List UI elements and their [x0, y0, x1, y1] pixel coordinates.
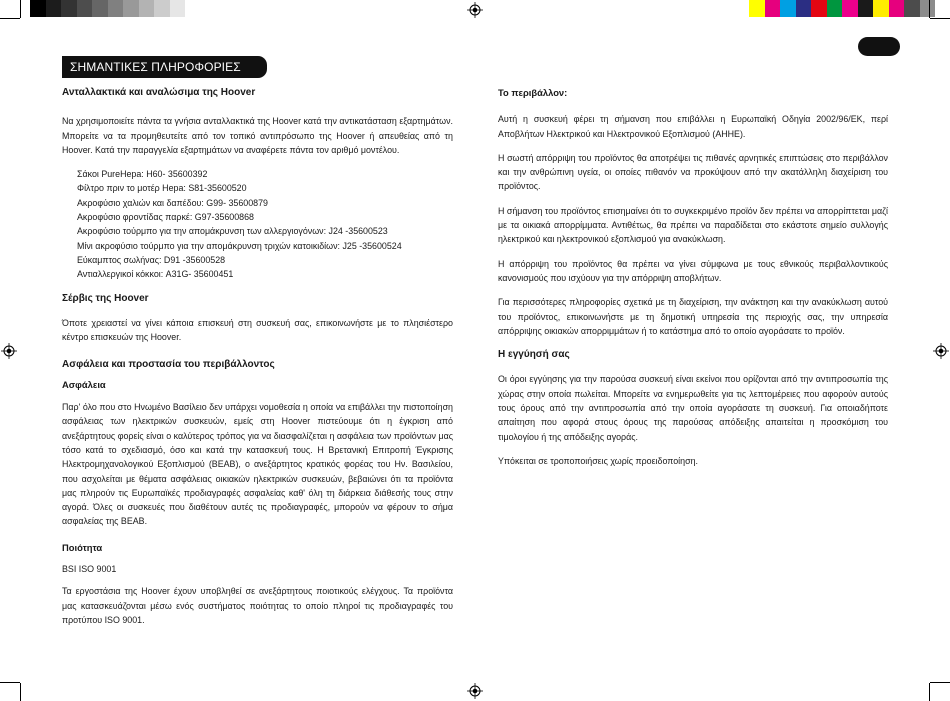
- guarantee-heading: Η εγγύησή σας: [498, 349, 570, 361]
- quality-text: Τα εργοστάσια της Hoover έχουν υποβληθεί σε ανεξάρτητους ποιοτικούς ελέγχους. Τα προϊόντα μας κατασκευάζονται μέσω ενός συστήματος ποιότητας το οποίο πληροί τις προδιαγραφές του προτύπου ISO 9001.: [62, 586, 453, 625]
- color-swatch: [139, 0, 155, 17]
- safety-environment-heading: Ασφάλεια και προστασία του περιβάλλοντος: [62, 359, 275, 371]
- subject-to-change-note: Υπόκειται σε τροποποιήσεις χωρίς προειδοποίηση.: [498, 455, 698, 466]
- color-swatch: [46, 0, 62, 17]
- color-swatch: [201, 0, 217, 17]
- environment-paragraph: Η σήμανση του προϊόντος επισημαίνει ότι το συγκεκριμένο προϊόν δεν πρέπει να απορρίπτεται μαζί με τα οικιακά απορρίμματα. Αντιθέτως, θα πρέπει να παραδίδεται στο εκάστοτε σημείο συλλογής ηλεκτρικού και ηλεκτρονικού εξοπλισμού για ανακύκλωση.: [498, 205, 888, 245]
- spares-text: Να χρησιμοποιείτε πάντα τα γνήσια ανταλλακτικά της Hoover κατά την αντικατάσταση εξαρτημάτων. Μπορείτε να τα προμηθευτείτε από τον τοπικό αντιπρόσωπο της Hoover ή απευθείας από τη Hoover. Κατά την παραγγελία εξαρτημάτων να αναφέρετε πάντα τον αριθμό μοντέλου.: [62, 116, 453, 155]
- crop-mark: [930, 18, 950, 19]
- color-swatch: [904, 0, 920, 17]
- color-swatch: [842, 0, 858, 17]
- spares-heading: Ανταλλακτικά και αναλώσιμα της Hoover: [62, 87, 256, 98]
- list-item: Μίνι ακροφύσιο τούρμπο για την απομάκρυνση τριχών κατοικιδίων: J25 -35600524: [77, 240, 402, 251]
- color-swatch: [780, 0, 796, 17]
- crop-mark: [20, 0, 21, 18]
- environment-paragraph: Η σωστή απόρριψη του προϊόντος θα αποτρέψει τις πιθανές αρνητικές επιπτώσεις στο περιβάλλον και την ανθρώπινη υγεία, οι οποίες πιθανόν να προκύψουν από την ακατάλληλη διαχείριση του προϊόντος.: [498, 152, 888, 192]
- color-swatch: [108, 0, 124, 17]
- registration-mark-icon: [467, 2, 483, 18]
- safety-heading: Ασφάλεια: [62, 378, 106, 390]
- grayscale-color-bar: [30, 0, 216, 17]
- color-swatch: [827, 0, 843, 17]
- color-swatch: [154, 0, 170, 17]
- color-swatch: [889, 0, 905, 17]
- environment-paragraph: Η απόρριψη του προϊόντος θα πρέπει να γίνει σύμφωνα με τους εθνικούς περιβαλλοντικούς κανονισμούς που ισχύουν για την απόρριψη αποβλήτων.: [498, 258, 888, 283]
- parts-list: [62, 167, 453, 281]
- color-swatch: [185, 0, 201, 17]
- registration-mark-icon: [467, 683, 483, 699]
- registration-mark-icon: [1, 343, 17, 359]
- list-item: Ακροφύσιο τούρμπο για την απομάκρυνση των αλλεργιογόνων: J24 -35600523: [77, 226, 388, 237]
- crop-mark: [929, 683, 930, 701]
- section-banner: ΣΗΜΑΝΤΙΚΕΣ ΠΛΗΡΟΦΟΡΙΕΣ: [62, 56, 267, 78]
- color-swatch: [796, 0, 812, 17]
- color-swatch: [858, 0, 874, 17]
- environment-heading: Το περιβάλλον:: [498, 87, 568, 98]
- crop-mark: [20, 683, 21, 701]
- list-item: Ακροφύσιο φροντίδας παρκέ: G97-35600868: [77, 212, 254, 223]
- color-swatch: [873, 0, 889, 17]
- service-heading: Σέρβις της Hoover: [62, 292, 149, 304]
- environment-paragraph: Για περισσότερες πληροφορίες σχετικά με τη διαχείριση, την ανάκτηση και την ανακύκλωση αυτού του προϊόντος, επικοινωνήστε με τη δημοτική υπηρεσία της περιοχής σας, την υπηρεσία απόρριψης οικιακών απορριμμάτων ή το κατάστημα από το οποίο αγοράσατε το προϊόν.: [498, 297, 888, 336]
- color-swatch: [30, 0, 46, 17]
- list-item: Ακροφύσιο χαλιών και δαπέδου: G99- 35600879: [77, 197, 268, 208]
- color-swatch: [765, 0, 781, 17]
- cmyk-color-bar: [749, 0, 935, 17]
- color-swatch: [123, 0, 139, 17]
- right-column: [498, 86, 888, 468]
- list-item: Εύκαμπτος σωλήνας: D91 -35600528: [77, 254, 226, 265]
- quality-heading: Ποιότητα: [62, 541, 103, 553]
- safety-text: Παρ' όλο που στο Ηνωμένο Βασίλειο δεν υπάρχει νομοθεσία η οποία να επιβάλλει την πιστοποίηση ασφάλειας των ηλεκτρικών συσκευών, εμείς στη Hoover πιστεύουμε ότι η έγκριση από ανεξάρτητους φορείς είναι ο καλύτερος τρόπος για να διασφαλίζεται η ασφάλεια των προϊόντων μας τόσο κατά το σχεδιασμό, όσο και κατά την κατασκευή τους. Η Βρετανική Επιτροπή Έγκρισης Ηλεκτρομηχανολογικού Εξοπλισμού (BEAB), ο ανεξάρτητος κρατικός φορέας του Ην. Βασιλείου, που ασχολείται με θέματα ασφάλειας οικιακών ηλεκτρικών συσκευών, βεβαιώνει ότι τα προϊόντα μας πληρούν τις Ευρωπαϊκές προδιαγραφές ασφαλείας καθ' όλη τη διάρκεια διάθεσής τους στην αγορά. Όλες οι συσκευές που διαθέτουν αυτές τις προδιαγραφές, μπορούν να φέρουν το σήμα ασφαλείας της BEAB.: [62, 402, 453, 527]
- service-text: Όποτε χρειαστεί να γίνει κάποια επισκευή στη συσκευή σας, επικοινωνήστε με το πλησιέστερο κέντρο επισκευών της Hoover.: [62, 317, 453, 343]
- quality-iso: BSI ISO 9001: [62, 564, 117, 575]
- color-swatch: [77, 0, 93, 17]
- list-item: Φίλτρο πριν το μοτέρ Hepa: S81-35600520: [77, 183, 247, 194]
- crop-mark: [930, 682, 950, 683]
- page-tab-marker: [858, 37, 900, 56]
- registration-mark-icon: [933, 343, 949, 359]
- list-item: Αντιαλλεργικοί κόκκοι: A31G- 35600451: [77, 269, 234, 280]
- color-swatch: [170, 0, 186, 17]
- color-swatch: [61, 0, 77, 17]
- crop-mark: [0, 682, 20, 683]
- list-item: Σάκοι PureHepa: H60- 35600392: [77, 169, 208, 180]
- color-swatch: [920, 0, 936, 17]
- color-swatch: [811, 0, 827, 17]
- left-column: [62, 86, 453, 627]
- environment-paragraph: Αυτή η συσκευή φέρει τη σήμανση που επιβάλλει η Ευρωπαϊκή Οδηγία 2002/96/ΕΚ, περί Αποβλήτων Ηλεκτρικού και Ηλεκτρονικού Εξοπλισμού (ΑΗΗΕ).: [498, 114, 888, 139]
- color-swatch: [92, 0, 108, 17]
- crop-mark: [929, 0, 930, 18]
- crop-mark: [0, 18, 20, 19]
- guarantee-text: Οι όροι εγγύησης για την παρούσα συσκευή είναι εκείνοι που ορίζονται από την αντιπροσωπία της χώρας στην οποία πωλείται. Μπορείτε να ενημερωθείτε για τις λεπτομέρειες που αφορούν αυτούς τους όρους από την αντιπροσωπία από την οποία αγοράσατε τη συσκευή. Για οποιαδήποτε απαίτηση που αφορά στους όρους της παρούσας απόδειξης απαιτείται η προσκόμιση του τιμολογίου ή της απόδειξης αγοράς.: [498, 374, 888, 442]
- color-swatch: [749, 0, 765, 17]
